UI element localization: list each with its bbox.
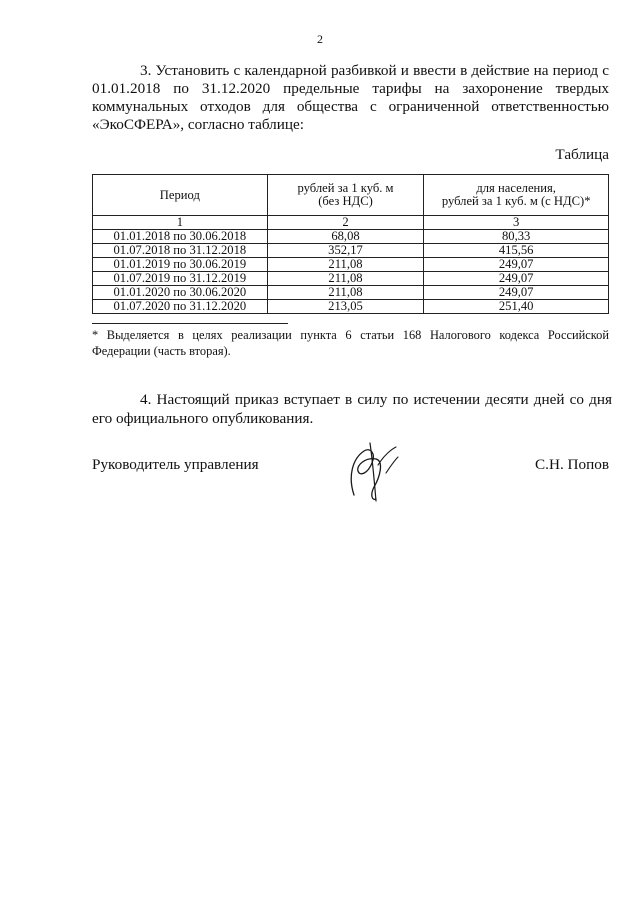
footnote: * Выделяется в целях реализации пункта 6 статьи 168 Налогового кодекса Российской Федерации (часть вторая). — [92, 328, 609, 358]
clause-4-paragraph: 4. Настоящий приказ вступает в силу по истечении десяти дней со дня его официального опубликования. — [92, 391, 612, 427]
column-number: 1 — [93, 216, 268, 230]
period-cell: 01.07.2020 по 31.12.2020 — [93, 300, 268, 314]
price-cell: 211,08 — [267, 286, 424, 300]
price-cell: 213,05 — [267, 300, 424, 314]
header-price-population: для населения, рублей за 1 куб. м (с НДС)* — [424, 175, 609, 216]
clause-3-paragraph: 3. Установить с календарной разбивкой и ввести в действие на период с 01.01.2018 по 31.12.2020 предельные тарифы на захоронение твердых коммунальных отходов для общества с ограниченной ответственностью «ЭкоСФЕРА», согласно таблице: — [92, 62, 609, 133]
period-cell: 01.07.2018 по 31.12.2018 — [93, 244, 268, 258]
price-cell: 211,08 — [267, 272, 424, 286]
table-row — [93, 286, 609, 300]
price-vat-cell: 249,07 — [424, 286, 609, 300]
header-period: Период — [93, 175, 268, 216]
table-row — [93, 258, 609, 272]
price-cell: 211,08 — [267, 258, 424, 272]
price-vat-cell: 415,56 — [424, 244, 609, 258]
table-caption: Таблица — [555, 146, 609, 163]
signatory-title: Руководитель управления — [92, 456, 259, 473]
page-number: 2 — [317, 32, 323, 46]
table-row — [93, 300, 609, 314]
price-vat-cell: 80,33 — [424, 230, 609, 244]
price-vat-cell: 251,40 — [424, 300, 609, 314]
period-cell: 01.07.2019 по 31.12.2019 — [93, 272, 268, 286]
price-vat-cell: 249,07 — [424, 258, 609, 272]
period-cell: 01.01.2019 по 30.06.2019 — [93, 258, 268, 272]
price-cell: 68,08 — [267, 230, 424, 244]
header-price-no-vat: рублей за 1 куб. м (без НДС) — [267, 175, 424, 216]
period-cell: 01.01.2020 по 30.06.2020 — [93, 286, 268, 300]
handwritten-signature — [340, 437, 410, 507]
column-number: 3 — [424, 216, 609, 230]
signatory-name: С.Н. Попов — [535, 456, 609, 473]
tariff-table — [92, 174, 609, 314]
table-row — [93, 230, 609, 244]
table-row — [93, 272, 609, 286]
table-row — [93, 244, 609, 258]
price-cell: 352,17 — [267, 244, 424, 258]
period-cell: 01.01.2018 по 30.06.2018 — [93, 230, 268, 244]
price-vat-cell: 249,07 — [424, 272, 609, 286]
footnote-rule — [92, 323, 288, 324]
column-number: 2 — [267, 216, 424, 230]
